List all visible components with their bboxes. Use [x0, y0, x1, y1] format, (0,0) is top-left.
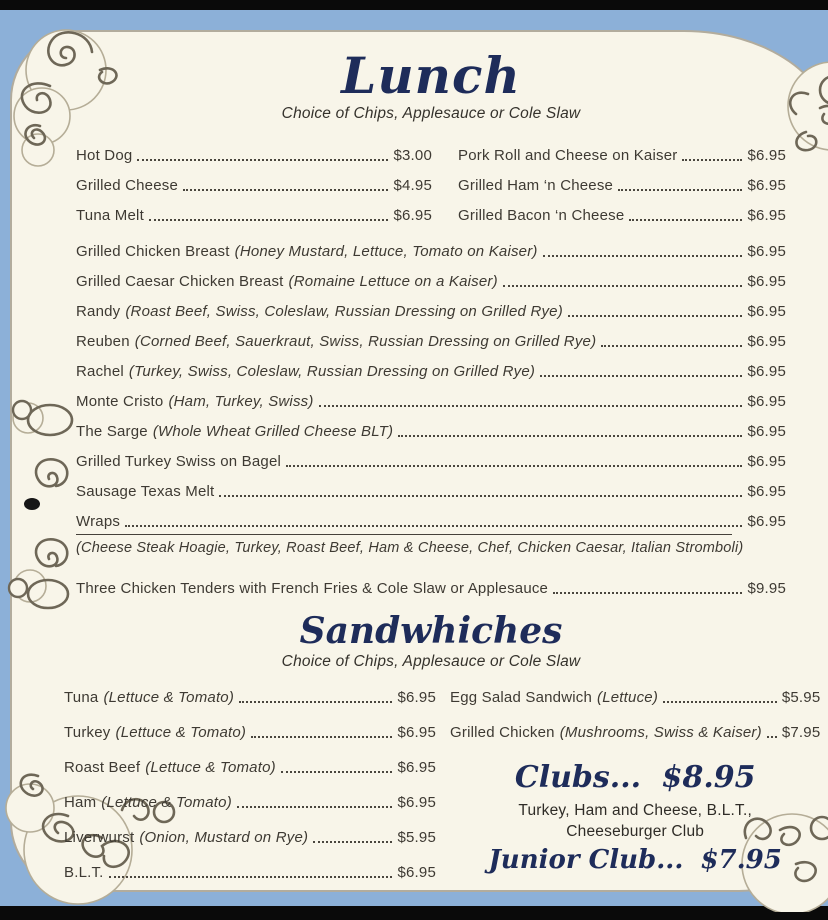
menu-item-row [76, 243, 786, 261]
menu-item-row [76, 363, 786, 381]
item-price: $6.95 [747, 333, 786, 350]
dotted-leader [281, 771, 393, 773]
dotted-leader [219, 495, 742, 497]
menu-item-row [76, 513, 786, 531]
item-description: (Lettuce & Tomato) [103, 689, 235, 706]
menu-item-row [76, 333, 786, 351]
item-price: $6.95 [747, 303, 786, 320]
item-price: $6.95 [747, 393, 786, 410]
menu-item-row [76, 177, 432, 195]
item-name: Monte Cristo [76, 393, 164, 410]
item-description: (Onion, Mustard on Rye) [139, 829, 309, 846]
dotted-leader [601, 345, 742, 347]
clubs-description-line-2: Cheeseburger Club [566, 823, 705, 840]
item-description: (Lettuce & Tomato) [115, 724, 247, 741]
item-price: $5.95 [397, 829, 436, 846]
item-description: (Mushrooms, Swiss & Kaiser) [559, 724, 762, 741]
menu-item-row [76, 207, 432, 225]
item-price: $6.95 [747, 363, 786, 380]
dotted-leader [629, 219, 742, 221]
sandwiches-subtitle: Choice of Chips, Applesauce or Cole Slaw [281, 653, 581, 670]
sandwiches-title: Sandwhiches [299, 610, 563, 652]
item-price: $4.95 [393, 177, 432, 194]
item-price: $6.95 [747, 513, 786, 530]
menu-card [10, 30, 828, 892]
lunch-left-column [76, 147, 432, 237]
item-price: $6.95 [397, 759, 436, 776]
item-name: The Sarge [76, 423, 148, 440]
lunch-two-column-section [76, 147, 786, 237]
junior-club-label: Junior Club... [488, 845, 684, 875]
item-name: Tuna [64, 689, 99, 706]
menu-item-row [76, 483, 786, 501]
item-name: Roast Beef [64, 759, 141, 776]
menu-item-row [64, 724, 436, 742]
dotted-leader [618, 189, 742, 191]
item-name: Pork Roll and Cheese on Kaiser [458, 147, 678, 164]
clubs-price: $8.95 [661, 760, 756, 795]
item-name: Wraps [76, 513, 121, 530]
dotted-leader [319, 405, 743, 407]
item-price: $6.95 [397, 724, 436, 741]
item-name: Hot Dog [76, 147, 133, 164]
item-name: Randy [76, 303, 121, 320]
wraps-underline [76, 534, 732, 535]
menu-item-row [76, 423, 786, 441]
clubs-section [450, 762, 820, 875]
item-description: (Lettuce) [597, 689, 659, 706]
item-price: $6.95 [747, 453, 786, 470]
item-name: Tuna Melt [76, 207, 144, 224]
item-description: (Lettuce & Tomato) [101, 794, 232, 811]
item-name: Grilled Turkey Swiss on Bagel [76, 453, 282, 470]
dotted-leader [239, 701, 392, 703]
item-price: $5.95 [781, 689, 821, 706]
dotted-leader [553, 592, 742, 594]
lunch-right-column [458, 147, 786, 237]
item-name: Rachel [76, 363, 124, 380]
dotted-leader [543, 255, 743, 257]
item-description: (Roast Beef, Swiss, Coleslaw, Russian Dressing on Grilled Rye) [125, 303, 563, 320]
dotted-leader [237, 806, 393, 808]
item-price: $3.00 [393, 147, 432, 164]
menu-item-row [76, 273, 786, 291]
dotted-leader [183, 189, 388, 191]
item-name: Grilled Chicken [450, 724, 555, 741]
menu-item-row [76, 453, 786, 471]
item-price: $6.95 [397, 794, 436, 811]
dotted-leader [767, 736, 777, 738]
dotted-leader [540, 375, 742, 377]
lunch-subtitle: Choice of Chips, Applesauce or Cole Slaw [281, 105, 581, 122]
item-description: (Honey Mustard, Lettuce, Tomato on Kaiser) [234, 243, 538, 260]
dotted-leader [149, 219, 389, 221]
item-price: $6.95 [747, 147, 786, 164]
item-name: Grilled Ham ‘n Cheese [458, 177, 614, 194]
sandwiches-left-column [64, 689, 436, 899]
item-name: Grilled Cheese [76, 177, 179, 194]
lunch-main-items [76, 243, 786, 501]
junior-club-title [450, 845, 820, 875]
item-price: $9.95 [747, 580, 786, 597]
dotted-leader [663, 701, 777, 703]
item-price: $6.95 [747, 207, 786, 224]
dotted-leader [125, 525, 742, 527]
menu-item-row [458, 207, 786, 225]
item-description: (Lettuce & Tomato) [145, 759, 276, 776]
menu-item-row [450, 724, 820, 742]
clubs-label: Clubs... [514, 760, 642, 795]
menu-content [12, 32, 828, 899]
item-name: Three Chicken Tenders with French Fries & Cole Slaw or Applesauce [76, 580, 549, 597]
dotted-leader [137, 159, 388, 161]
wraps-item [76, 513, 786, 556]
dotted-leader [568, 315, 743, 317]
menu-item-row [64, 829, 436, 847]
item-price: $6.95 [397, 864, 436, 881]
menu-item-row [458, 147, 786, 165]
item-description: (Turkey, Swiss, Coleslaw, Russian Dressing on Grilled Rye) [128, 363, 536, 380]
dotted-leader [503, 285, 743, 287]
item-name: Liverwurst [64, 829, 135, 846]
menu-item-row [64, 864, 436, 882]
item-name: B.L.T. [64, 864, 104, 881]
sandwiches-right-column [450, 689, 820, 899]
item-name: Reuben [76, 333, 130, 350]
dotted-leader [682, 159, 742, 161]
chicken-tenders-item [76, 580, 786, 598]
item-name: Grilled Caesar Chicken Breast [76, 273, 284, 290]
item-price: $6.95 [747, 243, 786, 260]
menu-item-row [76, 147, 432, 165]
menu-item-row [64, 794, 436, 812]
dotted-leader [251, 736, 392, 738]
clubs-description-line-1: Turkey, Ham and Cheese, B.L.T., [518, 802, 752, 819]
menu-item-row [450, 689, 820, 707]
menu-item-row [64, 689, 436, 707]
item-name: Egg Salad Sandwich [450, 689, 593, 706]
item-price: $6.95 [747, 423, 786, 440]
dotted-leader [398, 435, 742, 437]
item-price: $6.95 [747, 483, 786, 500]
item-price: $6.95 [393, 207, 432, 224]
menu-item-row [76, 393, 786, 411]
lunch-title: Lunch [341, 46, 521, 105]
item-name: Ham [64, 794, 97, 811]
dotted-leader [286, 465, 742, 467]
item-name: Turkey [64, 724, 111, 741]
item-description: (Whole Wheat Grilled Cheese BLT) [152, 423, 394, 440]
item-name: Grilled Chicken Breast [76, 243, 230, 260]
item-description: (Romaine Lettuce on a Kaiser) [288, 273, 498, 290]
sandwiches-right-items [450, 689, 820, 742]
junior-club-price: $7.95 [700, 845, 782, 875]
item-price: $6.95 [747, 273, 786, 290]
menu-item-row [458, 177, 786, 195]
wraps-varieties-note: (Cheese Steak Hoagie, Turkey, Roast Beef, Ham & Cheese, Chef, Chicken Caesar, Italian Stromboli) [76, 540, 744, 556]
sandwiches-two-column-section [64, 689, 821, 899]
item-price: $7.95 [781, 724, 821, 741]
item-description: (Corned Beef, Sauerkraut, Swiss, Russian Dressing on Grilled Rye) [134, 333, 597, 350]
clubs-title [450, 762, 820, 794]
item-name: Grilled Bacon ‘n Cheese [458, 207, 625, 224]
menu-item-row [76, 303, 786, 321]
dotted-leader [109, 876, 393, 878]
item-price: $6.95 [397, 689, 436, 706]
item-name: Sausage Texas Melt [76, 483, 215, 500]
menu-item-row [64, 759, 436, 777]
item-description: (Ham, Turkey, Swiss) [168, 393, 314, 410]
item-price: $6.95 [747, 177, 786, 194]
dotted-leader [313, 841, 392, 843]
